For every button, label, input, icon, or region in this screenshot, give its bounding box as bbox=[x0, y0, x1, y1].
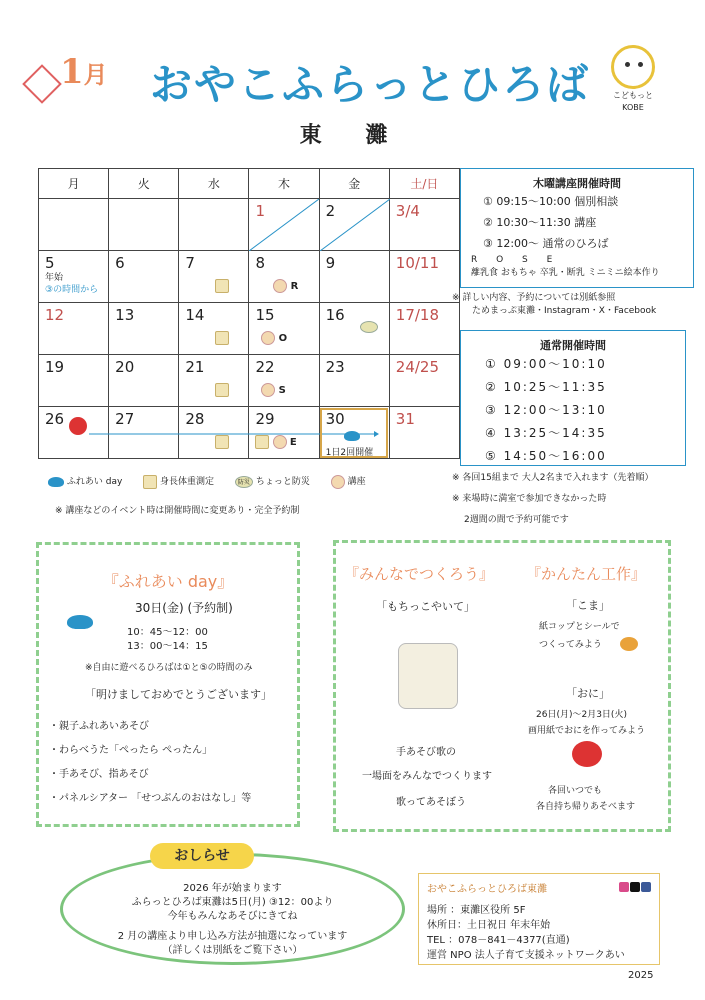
notice-line: （詳しくは別紙をご覧下さい） bbox=[162, 945, 303, 956]
notice-body bbox=[80, 882, 385, 958]
oni-desc: 画用紙でおにを作ってみよう bbox=[528, 726, 646, 736]
fureai-item: ・パネルシアター 「せつぶんのおはなし」等 bbox=[49, 793, 252, 804]
year-label: 2025 bbox=[628, 970, 654, 981]
date-cell: 15 O bbox=[249, 303, 319, 355]
regular-row: ② 10:25～11:35 bbox=[485, 380, 607, 394]
fureai-section bbox=[36, 542, 300, 827]
date-cell: 21 bbox=[179, 355, 249, 407]
date-cell: 26 bbox=[39, 407, 109, 459]
oni-icon bbox=[69, 417, 87, 435]
date-cell bbox=[179, 199, 249, 251]
fureai-time: 13：00～14：15 bbox=[127, 641, 208, 652]
fureai-date: 30日(金) (予約制) bbox=[135, 601, 233, 615]
thursday-note: ※ 詳しい内容、予約については別紙参照 bbox=[452, 293, 616, 303]
info-tel: TEL ：078－841－4377(直通) bbox=[427, 935, 570, 946]
dolphin-icon bbox=[344, 431, 360, 441]
koma-line: つくってみよう bbox=[539, 640, 602, 650]
date-cell bbox=[109, 199, 179, 251]
date-cell: 12 bbox=[39, 303, 109, 355]
notice-line: 今年もみんなあそびにきてね bbox=[167, 911, 298, 922]
date-cell: 7 bbox=[179, 251, 249, 303]
date-cell: 5 年始 ③の時間から bbox=[39, 251, 109, 303]
day-header: 月 bbox=[39, 169, 109, 199]
date-cell: 31 bbox=[389, 407, 459, 459]
minna-line: 歌ってあそぼう bbox=[396, 797, 466, 808]
fureai-item: ・手あそび、指あそび bbox=[49, 769, 149, 780]
oni-line: 各回いつでも bbox=[548, 786, 603, 796]
date-cell: 27 bbox=[109, 407, 179, 459]
legend-shincho: 身長体重測定 bbox=[160, 477, 215, 487]
date-cell: 22 S bbox=[249, 355, 319, 407]
fureai-greeting: 「明けましておめでとうございます」 bbox=[85, 688, 272, 701]
date-cell: 9 bbox=[319, 251, 389, 303]
regular-note: ※ 各回15組まで 大人2名まで入れます（先着順） bbox=[452, 473, 654, 483]
rose-letter: R bbox=[290, 281, 299, 292]
date-cell: 20 bbox=[109, 355, 179, 407]
fureai-time: 10：45～12：00 bbox=[127, 627, 208, 638]
day-header: 金 bbox=[319, 169, 389, 199]
date-cell: 28 bbox=[179, 407, 249, 459]
regular-row: ⑤ 14:50～16:00 bbox=[485, 449, 607, 463]
minna-title: 『みんなでつくろう』 bbox=[344, 565, 495, 583]
regular-box bbox=[460, 330, 686, 466]
spinning-top-icon bbox=[620, 637, 638, 651]
date-cell: 14 bbox=[179, 303, 249, 355]
date-cell: 6 bbox=[109, 251, 179, 303]
calendar-note: ※ 講座などのイベント時は開催時間に変更あり・完全予約制 bbox=[55, 506, 300, 516]
craft-section bbox=[333, 540, 671, 832]
thursday-row: ③ 12:00～ 通常のひろば bbox=[483, 237, 609, 250]
legend-bousai: ちょっと防災 bbox=[255, 477, 310, 487]
info-title: おやこふらっとひろば東灘 bbox=[427, 884, 547, 895]
scale-icon bbox=[255, 435, 269, 449]
date-cell: 16 bbox=[319, 303, 389, 355]
oni-title: 「おに」 bbox=[566, 687, 610, 700]
date-cell: 3/4 bbox=[389, 199, 459, 251]
regular-note: 2週間の間で予約可能です bbox=[464, 515, 569, 525]
notice-label: おしらせ bbox=[150, 843, 254, 869]
kantan-title: 『かんたん工作』 bbox=[526, 565, 647, 583]
date-cell: 1 bbox=[249, 199, 319, 251]
logo-face-icon bbox=[611, 45, 655, 89]
start-time-note: ③の時間から bbox=[45, 285, 99, 295]
logo-text-2: KOBE bbox=[622, 103, 644, 112]
koma-title: 「こま」 bbox=[566, 599, 610, 612]
thursday-row: ① 09:15～10:00 個別相談 bbox=[483, 195, 619, 208]
date-cell: 24/25 bbox=[389, 355, 459, 407]
scale-icon bbox=[215, 383, 229, 397]
fureai-title: 『ふれあい day』 bbox=[102, 572, 234, 591]
info-closed: 休所日：土日祝日 年末年始 bbox=[427, 920, 551, 931]
fureai-item: ・親子ふれあいあそび bbox=[49, 721, 149, 732]
regular-note: ※ 来場時に満室で参加できなかった時 bbox=[452, 494, 607, 504]
regular-row: ③ 12:00～13:10 bbox=[485, 403, 607, 417]
calendar bbox=[38, 168, 460, 459]
decoration-icon bbox=[22, 64, 62, 104]
regular-row: ④ 13:25～14:35 bbox=[485, 426, 607, 440]
oni-line: 各自持ち帰りあそべます bbox=[536, 802, 636, 812]
legend-kouza: 講座 bbox=[347, 477, 366, 487]
dolphin-icon bbox=[48, 477, 64, 487]
notice-line: 2 月の講座より申し込み方法が抽選になっています bbox=[117, 931, 348, 942]
scale-icon bbox=[215, 435, 229, 449]
legend-fureai: ふれあい day bbox=[66, 477, 123, 487]
x-icon[interactable] bbox=[630, 882, 640, 892]
location-subtitle: 東 灘 bbox=[299, 123, 406, 148]
oni-icon bbox=[572, 741, 602, 767]
date-cell: 17/18 bbox=[389, 303, 459, 355]
date-cell: 2 bbox=[319, 199, 389, 251]
date-cell bbox=[39, 199, 109, 251]
fureai-note: ※自由に遊べるひろばは①と⑤の時間のみ bbox=[85, 663, 253, 673]
logo-text-1: こどもっと bbox=[613, 91, 653, 100]
minna-subtitle: 「もちっこやいて」 bbox=[376, 600, 475, 613]
bousai-icon: 防災 bbox=[235, 476, 253, 488]
day-header: 木 bbox=[249, 169, 319, 199]
minna-line: 一場面をみんなでつくります bbox=[362, 771, 492, 782]
lecture-icon bbox=[273, 279, 287, 293]
info-box bbox=[418, 873, 660, 965]
info-operator: 運営 NPO 法人子育て支援ネットワークあい bbox=[427, 950, 625, 961]
dolphin-icon bbox=[67, 615, 93, 629]
month-label: 1月 bbox=[60, 52, 108, 92]
rose-topics: 離乳食 おもちゃ 卒乳・断乳 ミニミニ絵本作り bbox=[471, 268, 660, 278]
new-year-note: 年始 bbox=[45, 273, 64, 283]
mochi-icon bbox=[398, 643, 458, 709]
page-title: おやこふらっとひろば bbox=[150, 60, 591, 109]
scale-icon bbox=[143, 475, 157, 489]
minna-line: 手あそび歌の bbox=[396, 747, 456, 758]
lecture-icon bbox=[261, 383, 275, 397]
date-cell: 19 bbox=[39, 355, 109, 407]
date-cell: 13 bbox=[109, 303, 179, 355]
date-cell: 23 bbox=[319, 355, 389, 407]
regular-row: ① 09:00～10:10 bbox=[485, 357, 607, 371]
instagram-icon[interactable] bbox=[619, 882, 629, 892]
facebook-icon[interactable] bbox=[641, 882, 651, 892]
day-header: 火 bbox=[109, 169, 179, 199]
rose-letter: O bbox=[278, 333, 288, 344]
koma-line: 紙コップとシールで bbox=[539, 622, 620, 632]
thursday-note-sns: ためまっぷ東灘・Instagram・X・Facebook bbox=[472, 306, 657, 316]
thursday-title: 木曜講座開催時間 bbox=[533, 177, 621, 190]
regular-title: 通常開催時間 bbox=[540, 339, 606, 352]
lecture-icon bbox=[331, 475, 345, 489]
date-cell: 8 R bbox=[249, 251, 319, 303]
kodomotto-logo bbox=[608, 45, 658, 115]
scale-icon bbox=[215, 331, 229, 345]
bousai-icon bbox=[360, 321, 378, 333]
rose-label: R O S E bbox=[471, 255, 561, 265]
rose-letter: E bbox=[289, 437, 297, 448]
day-header: 土/日 bbox=[389, 169, 459, 199]
header bbox=[0, 0, 705, 160]
scale-icon bbox=[215, 279, 229, 293]
sns-icons bbox=[618, 882, 651, 895]
legend bbox=[48, 474, 384, 489]
lecture-icon bbox=[261, 331, 275, 345]
date-cell: 29 E bbox=[249, 407, 319, 459]
day-header: 水 bbox=[179, 169, 249, 199]
notice-line: 2026 年が始まります bbox=[183, 883, 282, 894]
fureai-item: ・わらべうた「ぺったら ぺったん」 bbox=[49, 745, 213, 756]
thursday-box bbox=[460, 168, 694, 288]
date-cell: 10/11 bbox=[389, 251, 459, 303]
date-cell: 30 1日2回開催 bbox=[319, 407, 389, 459]
twice-note: 1日2回開催 bbox=[325, 448, 374, 458]
info-place: 場所 ：東灘区役所 5F bbox=[427, 905, 526, 916]
notice-line: ふらっとひろば東灘は5日(月) ③12：00より bbox=[131, 897, 334, 908]
thursday-row: ② 10:30～11:30 講座 bbox=[483, 216, 597, 229]
rose-letter: S bbox=[278, 385, 286, 396]
oni-date: 26日(月)～2月3日(火) bbox=[536, 710, 627, 720]
lecture-icon bbox=[273, 435, 287, 449]
